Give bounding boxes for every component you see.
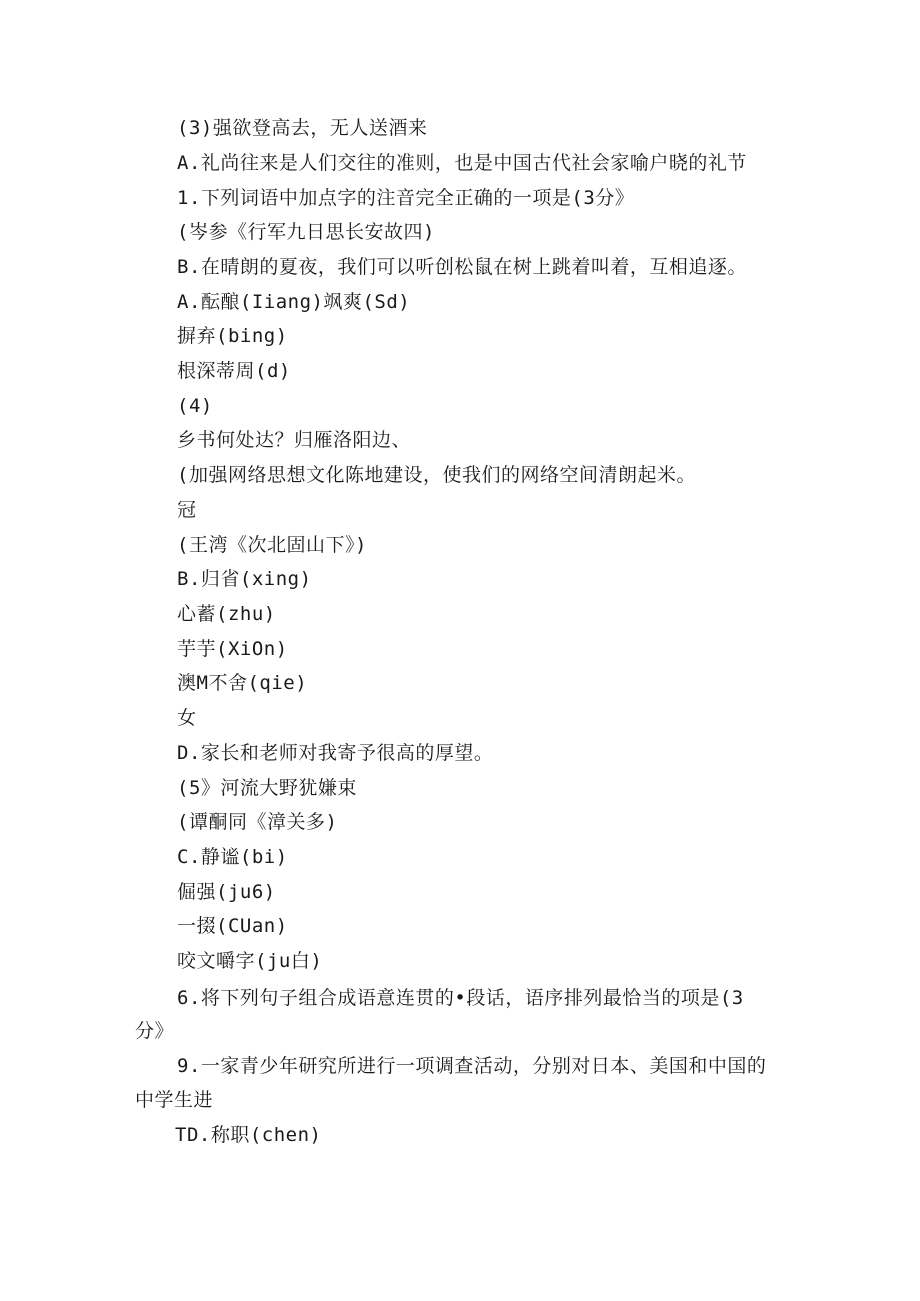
text-line: 芋芋(XiOn)	[177, 638, 288, 660]
text-line: (谭酮同《漳关多)	[177, 811, 338, 833]
text-line: 倔强(ju6)	[177, 881, 276, 903]
text-line: A.酝酿(Iiang)飒爽(Sd)	[177, 291, 411, 313]
text-line: 一掇(CUan)	[177, 915, 288, 937]
text-line: 咬文嚼字(ju白)	[177, 950, 323, 972]
text-line: 澳M不舍(qie)	[177, 672, 308, 694]
text-line: 9.一家青少年研究所进行一项调查活动，分别对日本、美国和中国的	[177, 1055, 767, 1077]
text-line: A.礼尚往来是人们交往的准则，也是中国古代社会家喻户晓的礼节	[177, 152, 747, 174]
text-line: (加强网络思想文化陈地建设，使我们的网络空间清朗起米。	[177, 464, 696, 486]
text-line: 冠	[177, 499, 197, 521]
text-line: (王湾《次北固山下》)	[177, 534, 367, 556]
text-line: 心蓄(zhu)	[177, 603, 276, 625]
text-line: 摒弃(bing)	[177, 325, 288, 347]
text-line: TD.称职(chen)	[175, 1124, 322, 1146]
text-line: (3)强欲登高去，无人送酒来	[177, 117, 428, 139]
text-line: (岑参《行军九日思长安故四)	[177, 221, 435, 243]
text-line: D.家长和老师对我寄予很高的厚望。	[177, 742, 494, 764]
text-line: 分》	[135, 1020, 175, 1042]
text-line: (4)	[177, 395, 213, 417]
text-line: 1.下列词语中加点字的注音完全正确的一项是(3分》	[177, 187, 635, 209]
text-line: B.归省(xing)	[177, 568, 312, 590]
text-line: 6.将下列句子组合成语意连贯的•段话，语序排列最恰当的项是(3	[177, 987, 744, 1009]
text-line: 女	[177, 707, 197, 729]
text-line: 乡书何处达？归雁洛阳边、	[177, 429, 412, 451]
text-line: B.在晴朗的夏夜，我们可以听创松鼠在树上跳着叫着，互相追逐。	[177, 256, 747, 278]
text-line: 根深蒂周(d)	[177, 360, 291, 382]
text-line: 中学生进	[135, 1089, 214, 1111]
text-line: C.静谧(bi)	[177, 846, 288, 868]
text-line: (5》河流大野犹嫌束	[177, 777, 357, 799]
